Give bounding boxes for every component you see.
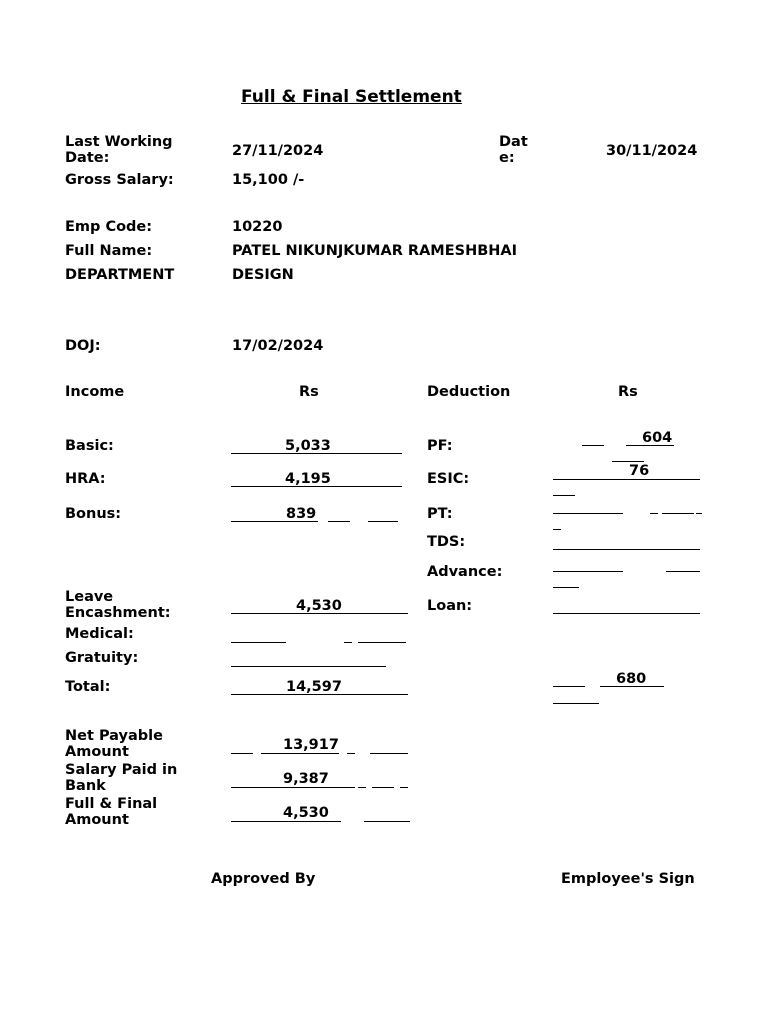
bonus-underline-a: [231, 521, 286, 522]
gratuity-underline: [231, 666, 386, 667]
net-payable-underline-b: [261, 753, 339, 754]
full-final-underline-b: [277, 821, 341, 822]
salary-bank-label: Salary Paid in Bank: [65, 762, 178, 794]
pt-underline-d: [696, 513, 702, 514]
advance-underline-b: [666, 571, 700, 572]
medical-underline-c: [358, 642, 406, 643]
medical-label: Medical:: [65, 626, 134, 642]
salary-bank-underline-b: [358, 787, 366, 788]
approved-by-label: Approved By: [211, 871, 316, 887]
net-payable-underline-a: [231, 753, 253, 754]
salary-bank-underline-c: [372, 787, 394, 788]
gratuity-label: Gratuity:: [65, 650, 139, 666]
esic-value: 76: [629, 463, 650, 479]
income-rs-header: Rs: [299, 384, 319, 400]
department-value: DESIGN: [232, 267, 294, 283]
pf-underline-b: [626, 445, 674, 446]
basic-value: 5,033: [285, 438, 331, 454]
hra-value: 4,195: [285, 471, 331, 487]
gross-salary-value: 15,100 /-: [232, 172, 305, 188]
bonus-value: 839: [286, 506, 317, 522]
hra-label: HRA:: [65, 471, 106, 487]
deduction-rs-header: Rs: [618, 384, 638, 400]
loan-underline: [553, 613, 700, 614]
esic-underline-b: [553, 495, 575, 496]
salary-bank-underline-a: [231, 787, 355, 788]
pt-underline-a: [553, 513, 623, 514]
income-total-label: Total:: [65, 679, 111, 695]
date-value: 30/11/2024: [606, 143, 698, 159]
pt-underline-c: [662, 513, 694, 514]
full-final-label: Full & Final Amount: [65, 796, 158, 828]
emp-code-value: 10220: [232, 219, 283, 235]
bonus-underline-b: [286, 521, 318, 522]
esic-underline-a: [553, 479, 700, 480]
tds-underline: [553, 549, 700, 550]
deduction-total-underline-b: [600, 686, 664, 687]
medical-underline-b: [344, 642, 352, 643]
last-working-date-label: Last Working Date:: [65, 134, 173, 166]
net-payable-underline-c: [347, 753, 355, 754]
basic-label: Basic:: [65, 438, 114, 454]
leave-value: 4,530: [296, 598, 342, 614]
advance-underline-a: [553, 571, 623, 572]
pf-label: PF:: [427, 438, 453, 454]
full-final-underline-a: [231, 821, 277, 822]
full-name-value: PATEL NIKUNJKUMAR RAMESHBHAI: [232, 243, 518, 259]
pt-label: PT:: [427, 506, 453, 522]
last-working-date-value: 27/11/2024: [232, 143, 324, 159]
salary-bank-underline-d: [400, 787, 408, 788]
employee-sign-label: Employee's Sign: [561, 871, 695, 887]
doj-label: DOJ:: [65, 338, 101, 354]
gross-salary-label: Gross Salary:: [65, 172, 174, 188]
emp-code-label: Emp Code:: [65, 219, 153, 235]
advance-underline-c: [553, 587, 579, 588]
leave-encashment-label: Leave Encashment:: [65, 589, 171, 621]
full-final-underline-c: [364, 821, 410, 822]
department-label: DEPARTMENT: [65, 267, 175, 283]
pf-underline-a: [582, 445, 604, 446]
pf-underline-c: [612, 461, 644, 462]
full-name-label: Full Name:: [65, 243, 153, 259]
advance-label: Advance:: [427, 564, 503, 580]
pf-value: 604: [642, 430, 673, 446]
bonus-label: Bonus:: [65, 506, 122, 522]
pt-underline-e: [553, 529, 561, 530]
salary-bank-value: 9,387: [283, 771, 329, 787]
net-payable-underline-d: [370, 753, 408, 754]
esic-label: ESIC:: [427, 471, 470, 487]
deduction-total-value: 680: [616, 671, 647, 687]
loan-label: Loan:: [427, 598, 473, 614]
tds-label: TDS:: [427, 534, 466, 550]
pt-underline-b: [650, 513, 658, 514]
doj-value: 17/02/2024: [232, 338, 324, 354]
income-total-value: 14,597: [286, 679, 342, 695]
deduction-header: Deduction: [427, 384, 511, 400]
page-title: Full & Final Settlement: [241, 87, 462, 107]
date-label: Date:: [499, 134, 528, 166]
medical-underline-a: [231, 642, 286, 643]
bonus-underline-d: [368, 521, 398, 522]
bonus-underline-c: [328, 521, 350, 522]
deduction-total-underline-a: [553, 686, 585, 687]
deduction-total-underline-c: [553, 703, 599, 704]
net-payable-label: Net Payable Amount: [65, 728, 163, 760]
income-header: Income: [65, 384, 125, 400]
net-payable-value: 13,917: [283, 737, 339, 753]
full-final-value: 4,530: [283, 805, 329, 821]
